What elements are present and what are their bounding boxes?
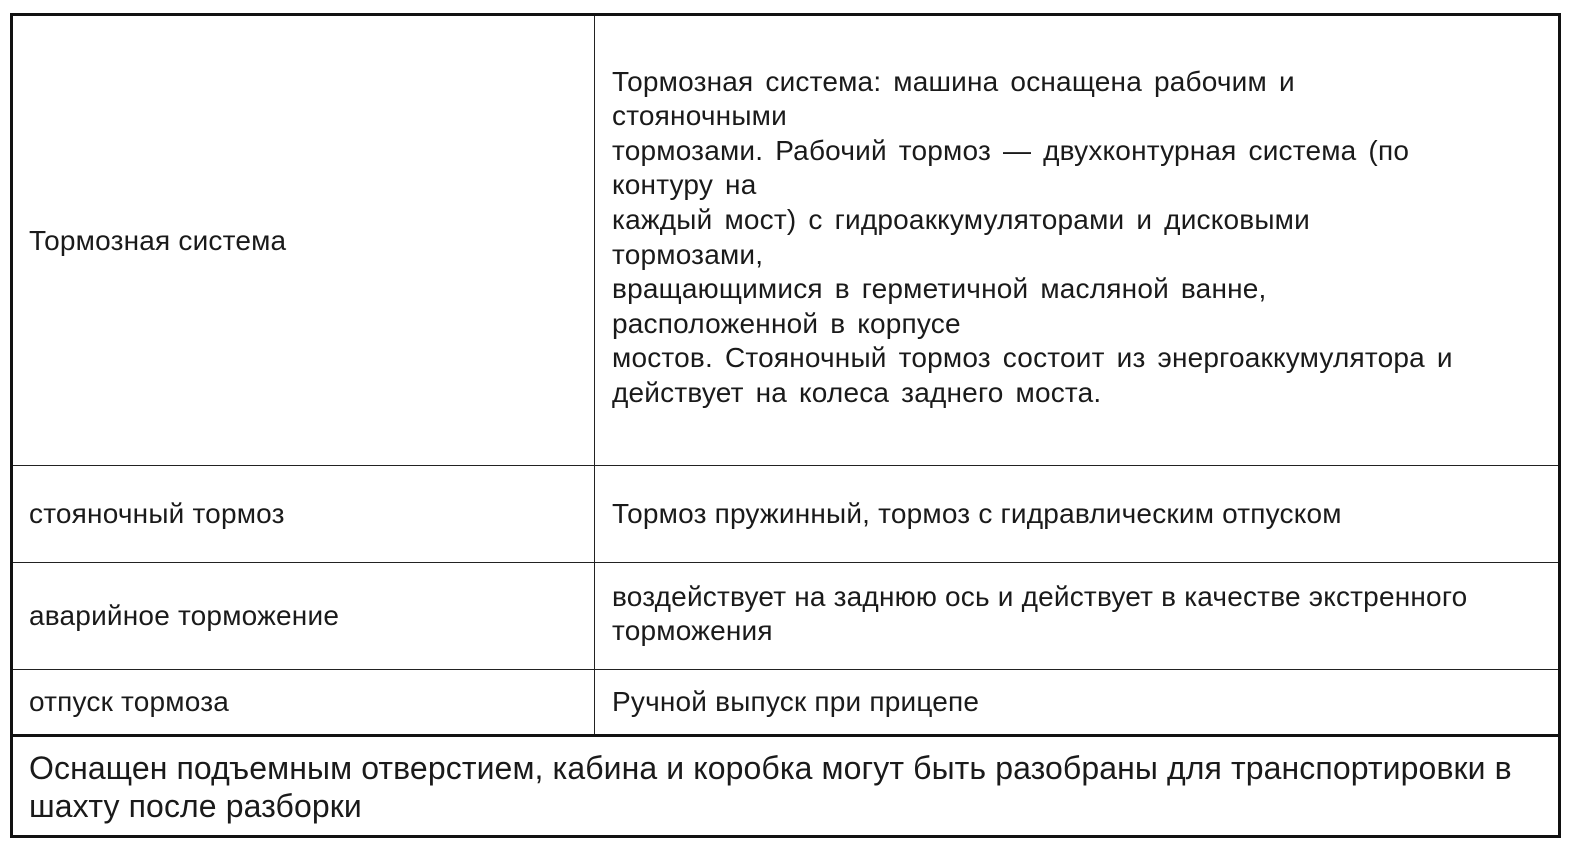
row-value bbox=[595, 563, 1558, 669]
description-line: стояночными bbox=[612, 100, 787, 132]
brake-system-description bbox=[612, 65, 1453, 411]
row-value bbox=[595, 16, 1558, 465]
description-line: тормозами. Рабочий тормоз — двухконтурная система (по bbox=[612, 134, 1410, 166]
description-line: действует на колеса заднего моста. bbox=[612, 376, 1102, 408]
table-row-parking-brake bbox=[13, 466, 1558, 563]
table-row-brake-system bbox=[13, 16, 1558, 466]
description-line: тормозами, bbox=[612, 238, 764, 270]
description-line: вращающимися в герметичной масляной ванне, bbox=[612, 273, 1267, 305]
row-label: стояночный тормоз bbox=[13, 466, 595, 562]
description-line: Тормозная система: машина оснащена рабочим и bbox=[612, 65, 1295, 97]
row-value: Тормоз пружинный, тормоз с гидравлическим отпуском bbox=[612, 498, 1342, 529]
description-line: расположенной в корпусе bbox=[612, 307, 961, 339]
description-line: контуру на bbox=[612, 169, 757, 201]
table-row-emergency-braking bbox=[13, 563, 1558, 670]
description-line: мостов. Стояночный тормоз состоит из энергоаккумулятора и bbox=[612, 342, 1453, 374]
row-label: отпуск тормоза bbox=[13, 670, 595, 734]
description-line: каждый мост) с гидроаккумуляторами и дисковыми bbox=[612, 203, 1310, 235]
emergency-description: воздействует на заднюю ось и действует в качестве экстренного торможения bbox=[612, 581, 1468, 646]
row-value: Ручной выпуск при прицепе bbox=[612, 686, 980, 717]
spec-table bbox=[10, 13, 1561, 838]
row-label: Тормозная система bbox=[13, 16, 595, 465]
table-footer-note: Оснащен подъемным отверстием, кабина и коробка могут быть разобраны для транспортировки в шахту после разборки bbox=[29, 750, 1512, 824]
row-label: аварийное торможение bbox=[13, 563, 595, 669]
table-row-brake-release bbox=[13, 670, 1558, 737]
